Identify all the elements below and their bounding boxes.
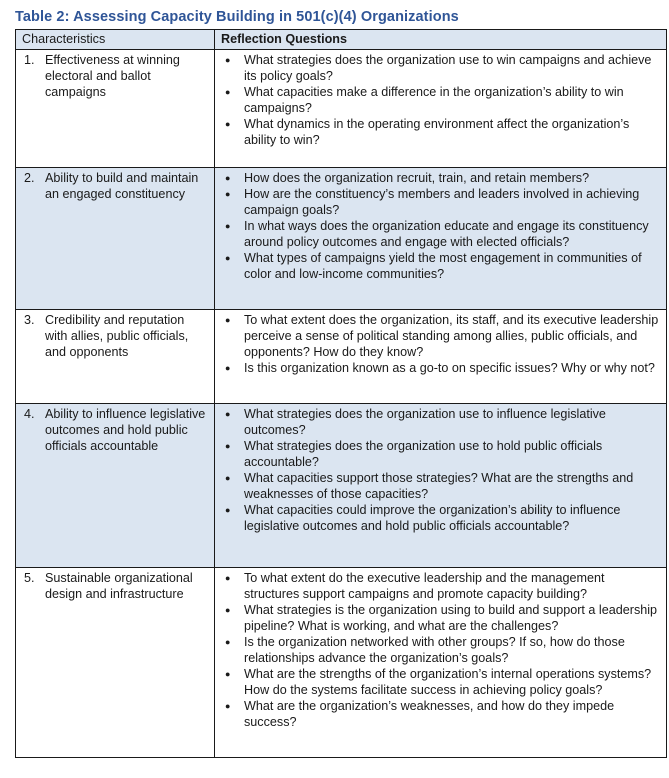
bullet-icon: ● [225, 441, 231, 451]
question-text: What are the strengths of the organization’s internal operations systems? How do the systems facilitate success in achieving policy goals? [244, 667, 652, 697]
question-list [215, 50, 666, 148]
question-list [215, 168, 666, 282]
question-item [225, 250, 660, 282]
question-list [215, 568, 666, 730]
question-text: What dynamics in the operating environment affect the organization’s ability to win? [244, 117, 630, 147]
question-text: What strategies does the organization use to hold public officials accountable? [244, 439, 603, 469]
question-item [225, 360, 660, 376]
question-text: What capacities could improve the organization’s ability to influence legislative outcomes and hold public officials accountable? [244, 503, 621, 533]
characteristics-header: Characteristics [16, 30, 215, 50]
question-text: What types of campaigns yield the most engagement in communities of color and low-income communities? [244, 251, 642, 281]
bullet-icon: ● [225, 701, 231, 711]
bullet-icon: ● [225, 189, 231, 199]
question-text: To what extent does the organization, its staff, and its executive leadership perceive a sense of political standing among allies, public officials, and opponents? How do they know? [244, 313, 659, 359]
bullet-icon: ● [225, 409, 231, 419]
row-number: 3. [24, 313, 35, 327]
question-item [225, 218, 660, 250]
question-item [225, 470, 660, 502]
question-item [225, 170, 660, 186]
table-row [16, 310, 667, 404]
table-row [16, 404, 667, 568]
question-item [225, 666, 660, 698]
characteristic-cell [16, 168, 215, 310]
bullet-icon: ● [225, 55, 231, 65]
question-text: Is the organization networked with other groups? If so, how do those relationships advance the organization’s goals? [244, 635, 625, 665]
question-list [215, 404, 666, 534]
question-item [225, 116, 660, 148]
bullet-icon: ● [225, 87, 231, 97]
bullet-icon: ● [225, 363, 231, 373]
bullet-icon: ● [225, 221, 231, 231]
characteristic-cell [16, 404, 215, 568]
questions-header: Reflection Questions [215, 30, 667, 50]
question-item [225, 502, 660, 534]
characteristic-cell [16, 310, 215, 404]
questions-cell [215, 310, 667, 404]
question-item [225, 406, 660, 438]
questions-cell [215, 404, 667, 568]
question-list [215, 310, 666, 376]
table-row [16, 168, 667, 310]
questions-cell [215, 568, 667, 758]
question-text: How are the constituency’s members and leaders involved in achieving campaign goals? [244, 187, 640, 217]
table-title: Table 2: Assessing Capacity Building in 501(c)(4) Organizations [15, 9, 459, 25]
questions-cell [215, 168, 667, 310]
question-text: Is this organization known as a go-to on specific issues? Why or why not? [244, 361, 655, 375]
questions-cell [215, 50, 667, 168]
header-row [16, 30, 667, 50]
bullet-icon: ● [225, 505, 231, 515]
capacity-table [15, 29, 667, 758]
question-text: What strategies is the organization using to build and support a leadership pipeline? What is working, and what are the challenges? [244, 603, 658, 633]
row-number: 4. [24, 407, 35, 421]
characteristic-text: Effectiveness at winning electoral and ballot campaigns [45, 53, 180, 99]
bullet-icon: ● [225, 253, 231, 263]
question-item [225, 438, 660, 470]
bullet-icon: ● [225, 637, 231, 647]
question-text: What capacities support those strategies? What are the strengths and weaknesses of those capacities? [244, 471, 634, 501]
table-row [16, 568, 667, 758]
bullet-icon: ● [225, 119, 231, 129]
question-item [225, 312, 660, 360]
row-number: 5. [24, 571, 35, 585]
characteristic-text: Ability to influence legislative outcomes and hold public officials accountable [45, 407, 206, 453]
bullet-icon: ● [225, 173, 231, 183]
question-text: What capacities make a difference in the organization’s ability to win campaigns? [244, 85, 624, 115]
question-item [225, 52, 660, 84]
question-item [225, 698, 660, 730]
question-text: To what extent do the executive leadership and the management structures support campaigns and promote capacity building? [244, 571, 605, 601]
row-number: 1. [24, 53, 35, 67]
characteristic-cell [16, 50, 215, 168]
bullet-icon: ● [225, 315, 231, 325]
bullet-icon: ● [225, 669, 231, 679]
question-item [225, 186, 660, 218]
bullet-icon: ● [225, 473, 231, 483]
question-text: How does the organization recruit, train, and retain members? [244, 171, 590, 185]
question-item [225, 570, 660, 602]
question-text: What strategies does the organization use to win campaigns and achieve its policy goals? [244, 53, 652, 83]
table-body [16, 50, 667, 758]
characteristic-text: Ability to build and maintain an engaged constituency [45, 171, 199, 201]
bullet-icon: ● [225, 573, 231, 583]
characteristic-text: Credibility and reputation with allies, public officials, and opponents [45, 313, 189, 359]
bullet-icon: ● [225, 605, 231, 615]
question-item [225, 602, 660, 634]
question-text: What strategies does the organization use to influence legislative outcomes? [244, 407, 606, 437]
characteristic-cell [16, 568, 215, 758]
question-text: In what ways does the organization educate and engage its constituency around policy outcomes and engage with elected officials? [244, 219, 649, 249]
row-number: 2. [24, 171, 35, 185]
characteristic-text: Sustainable organizational design and infrastructure [45, 571, 193, 601]
table-row [16, 50, 667, 168]
question-item [225, 84, 660, 116]
question-text: What are the organization’s weaknesses, and how do they impede success? [244, 699, 615, 729]
question-item [225, 634, 660, 666]
